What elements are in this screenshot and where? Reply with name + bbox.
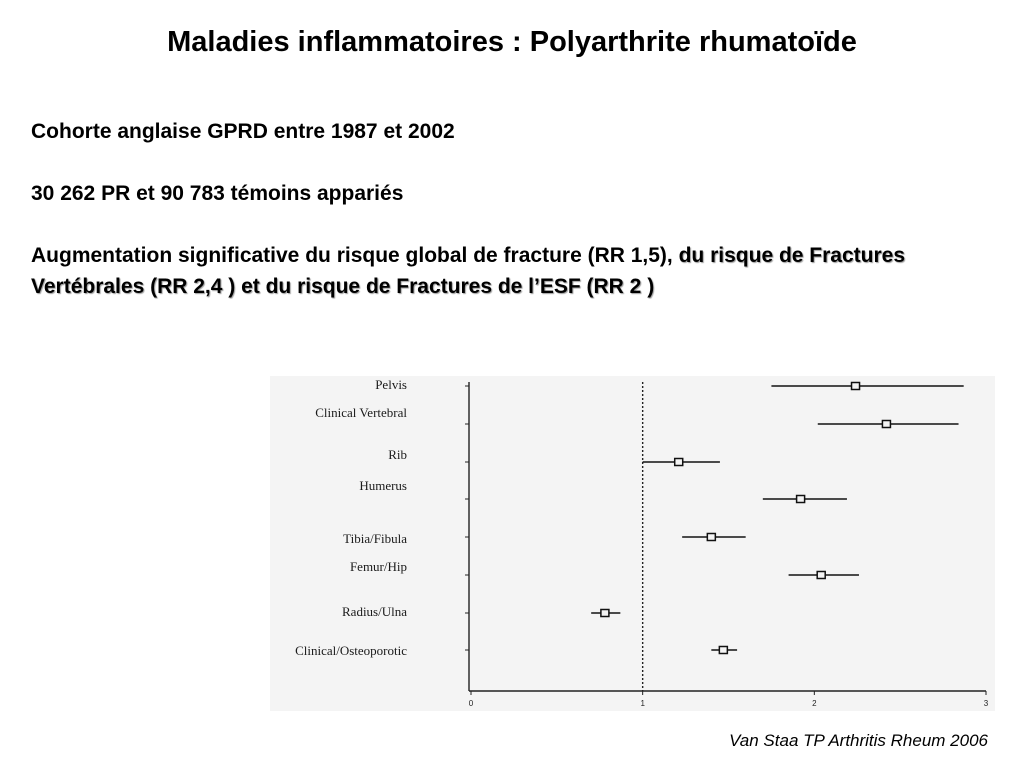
x-tick-label: 3 bbox=[983, 699, 989, 708]
row-label: Femur/Hip bbox=[349, 559, 407, 574]
x-tick-label: 0 bbox=[468, 699, 474, 708]
forest-plot bbox=[270, 376, 995, 711]
slide-title: Maladies inflammatoires : Polyarthrite rhumatoïde bbox=[167, 26, 857, 58]
risk-statement-highlight: du risque de Fractures Vertébrales (RR 2,4 ) et du risque de Fractures de l’ESF (RR 2 ) bbox=[31, 244, 906, 298]
row-label: Pelvis bbox=[375, 377, 407, 392]
risk-statement bbox=[31, 240, 991, 302]
forest-plot-svg bbox=[270, 376, 995, 711]
point-estimate bbox=[797, 496, 805, 503]
cohort-line: Cohorte anglaise GPRD entre 1987 et 2002 bbox=[31, 120, 455, 143]
row-label: Humerus bbox=[359, 478, 407, 493]
citation: Van Staa TP Arthritis Rheum 2006 bbox=[729, 731, 988, 750]
row-label: Tibia/Fibula bbox=[343, 531, 407, 546]
row-label: Clinical Vertebral bbox=[315, 405, 407, 420]
point-estimate bbox=[675, 459, 683, 466]
point-estimate bbox=[817, 572, 825, 579]
point-estimate bbox=[601, 610, 609, 617]
population-line: 30 262 PR et 90 783 témoins appariés bbox=[31, 182, 404, 205]
point-estimate bbox=[852, 383, 860, 390]
point-estimate bbox=[719, 647, 727, 654]
row-label: Rib bbox=[388, 447, 407, 462]
x-tick-label: 2 bbox=[812, 699, 817, 708]
point-estimate bbox=[707, 534, 715, 541]
risk-statement-plain: Augmentation significative du risque global de fracture (RR 1,5), bbox=[31, 244, 679, 267]
row-label: Radius/Ulna bbox=[342, 604, 407, 619]
point-estimate bbox=[882, 421, 890, 428]
row-label: Clinical/Osteoporotic bbox=[295, 643, 407, 658]
x-tick-label: 1 bbox=[640, 699, 645, 708]
